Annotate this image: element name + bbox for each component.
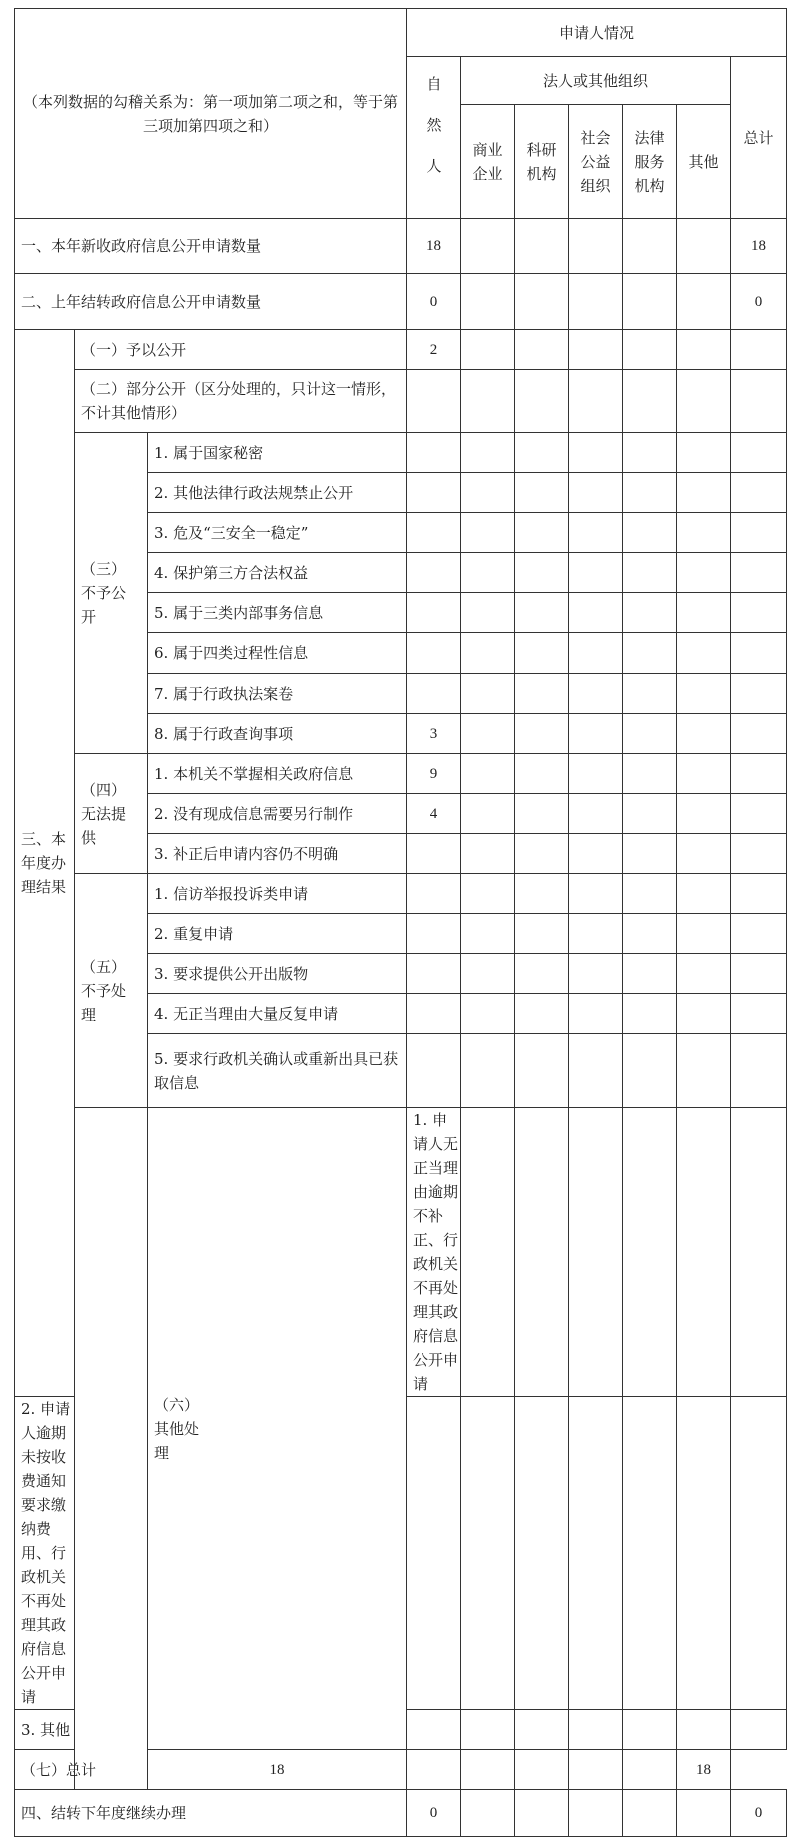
item-label: 2. 申请人逾期未按收费通知要求缴纳费用、行政机关不再处理其政府信息公开申请 bbox=[15, 1397, 75, 1710]
item-label: 3. 危及“三安全一稳定” bbox=[148, 513, 407, 553]
header-legal-entity: 法人或其他组织 bbox=[461, 57, 731, 105]
cell-natural: 0 bbox=[407, 274, 461, 330]
item-label: 4. 无正当理由大量反复申请 bbox=[148, 994, 407, 1034]
header-org-type: 其他 bbox=[677, 105, 731, 219]
item-label: 1. 本机关不掌握相关政府信息 bbox=[148, 754, 407, 794]
cell-natural: 18 bbox=[148, 1750, 407, 1790]
group-6-label: （六）其他处理 bbox=[148, 1108, 407, 1750]
item-label: 7. 属于行政执法案卷 bbox=[148, 674, 407, 714]
group-5-label: （五）不予处理 bbox=[75, 874, 148, 1108]
cell-total: 0 bbox=[731, 1790, 787, 1837]
item-label: 3. 补正后申请内容仍不明确 bbox=[148, 834, 407, 874]
group-3-label: （三）不予公开 bbox=[75, 433, 148, 754]
gov-info-disclosure-table bbox=[14, 8, 787, 1837]
cell-natural bbox=[407, 553, 461, 593]
item-label: 3. 要求提供公开出版物 bbox=[148, 954, 407, 994]
item-label: 8. 属于行政查询事项 bbox=[148, 714, 407, 754]
header-natural-person: 自然人 bbox=[407, 57, 461, 219]
item-label: 5. 要求行政机关确认或重新出具已获取信息 bbox=[148, 1034, 407, 1108]
cell-total: 0 bbox=[731, 274, 787, 330]
section-3-continuation bbox=[75, 1108, 148, 1790]
cell-total: 18 bbox=[731, 219, 787, 274]
item-label: 1. 申请人无正当理由逾期不补正、行政机关不再处理其政府信息公开申请 bbox=[407, 1108, 461, 1397]
row-label: 一、本年新收政府信息公开申请数量 bbox=[15, 219, 407, 274]
header-org-type: 商业企业 bbox=[461, 105, 515, 219]
cell-natural bbox=[407, 513, 461, 553]
item-label: 6. 属于四类过程性信息 bbox=[148, 633, 407, 674]
item-label: 5. 属于三类内部事务信息 bbox=[148, 593, 407, 633]
cell-natural bbox=[407, 473, 461, 513]
header-applicant: 申请人情况 bbox=[407, 9, 787, 57]
group-1-label: （一）予以公开 bbox=[75, 330, 407, 370]
cell-natural: 18 bbox=[407, 219, 461, 274]
row-label: 四、结转下年度继续办理 bbox=[15, 1790, 407, 1837]
item-label: 1. 信访举报投诉类申请 bbox=[148, 874, 407, 914]
cell-natural bbox=[407, 633, 461, 674]
cell-natural bbox=[407, 674, 461, 714]
header-org-type: 法律服务机构 bbox=[623, 105, 677, 219]
item-label: 3. 其他 bbox=[15, 1710, 75, 1750]
header-org-type: 社会公益组织 bbox=[569, 105, 623, 219]
cell-natural: 2 bbox=[407, 330, 461, 370]
header-org-type: 科研机构 bbox=[515, 105, 569, 219]
item-label: 2. 其他法律行政法规禁止公开 bbox=[148, 473, 407, 513]
cell-natural bbox=[407, 433, 461, 473]
cell-natural: 0 bbox=[407, 1790, 461, 1837]
cell-total: 18 bbox=[677, 1750, 731, 1790]
cell-natural bbox=[407, 593, 461, 633]
item-label: 4. 保护第三方合法权益 bbox=[148, 553, 407, 593]
header-note: （本列数据的勾稽关系为：第一项加第二项之和，等于第三项加第四项之和） bbox=[15, 9, 407, 219]
item-label: 2. 没有现成信息需要另行制作 bbox=[148, 794, 407, 834]
group-2-label: （二）部分公开（区分处理的，只计这一情形，不计其他情形） bbox=[75, 370, 407, 433]
item-label: 1. 属于国家秘密 bbox=[148, 433, 407, 473]
cell-natural: 4 bbox=[407, 794, 461, 834]
row-label: 二、上年结转政府信息公开申请数量 bbox=[15, 274, 407, 330]
cell-natural: 3 bbox=[407, 714, 461, 754]
group-7-label: （七）总计 bbox=[15, 1750, 148, 1790]
section-3-label: 三、本年度办理结果 bbox=[15, 330, 75, 1397]
cell-natural bbox=[407, 834, 461, 874]
item-label: 2. 重复申请 bbox=[148, 914, 407, 954]
header-total: 总计 bbox=[731, 57, 787, 219]
cell-natural: 9 bbox=[407, 754, 461, 794]
group-4-label: （四）无法提供 bbox=[75, 754, 148, 874]
